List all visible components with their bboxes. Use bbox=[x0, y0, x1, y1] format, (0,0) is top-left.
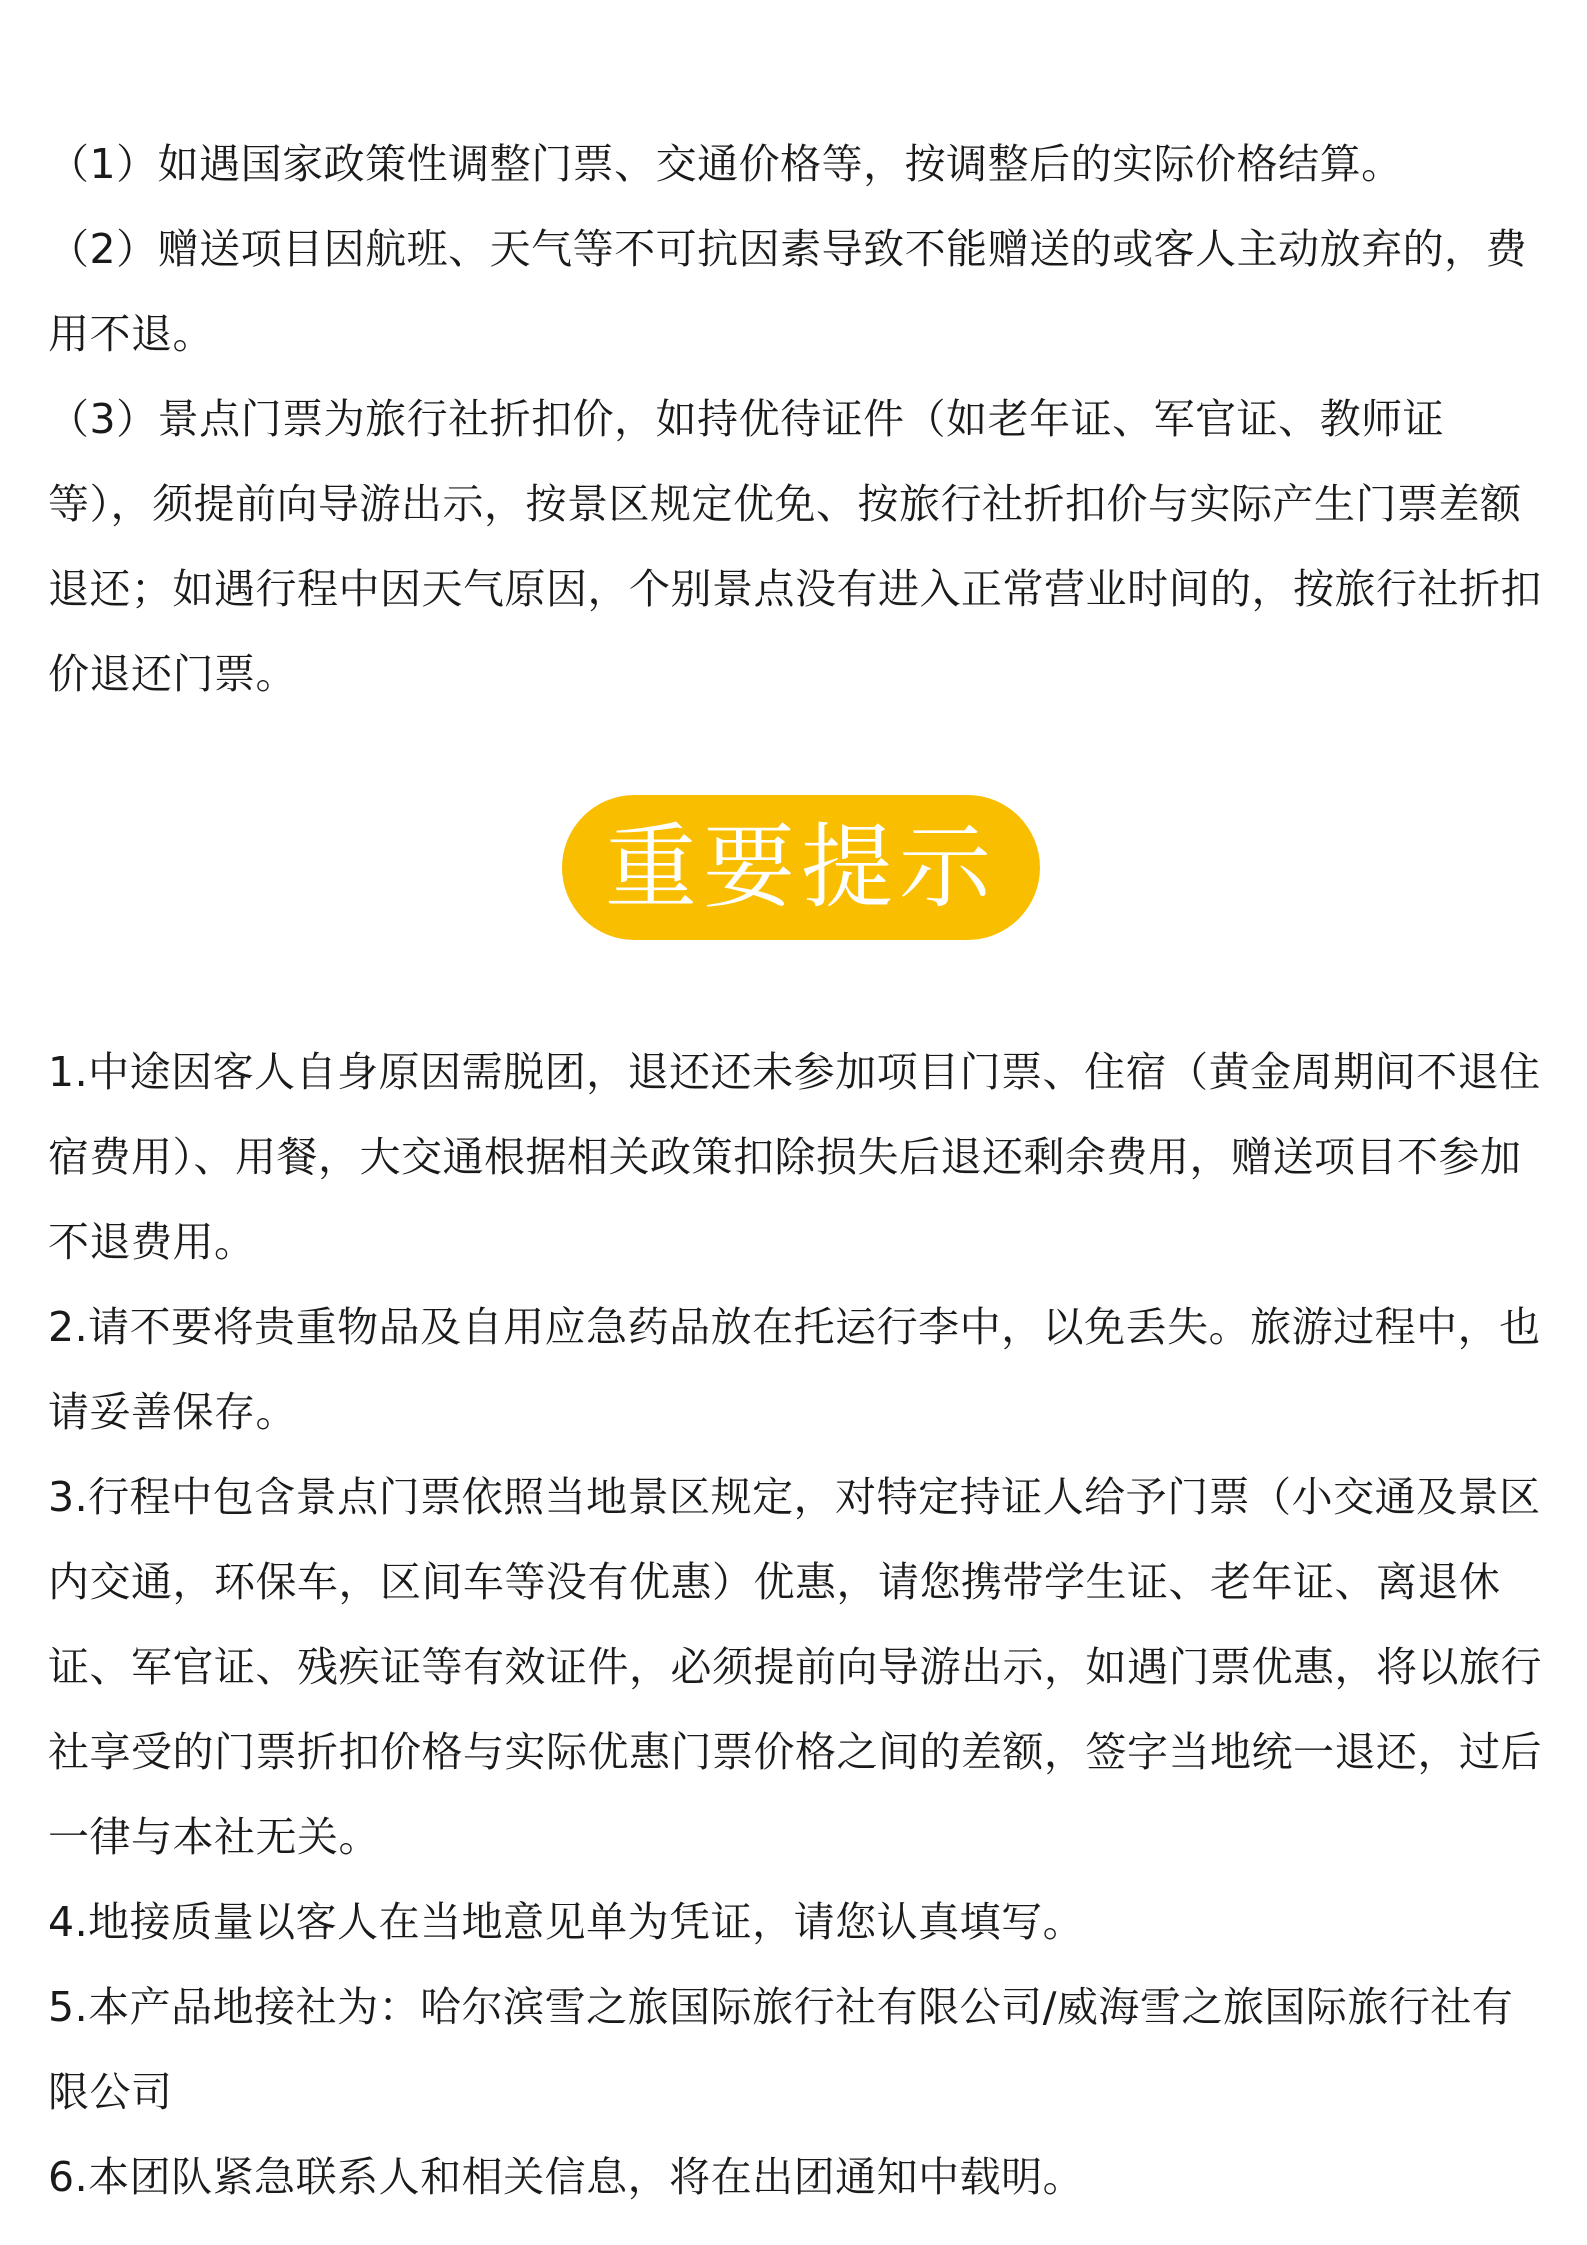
note-item-6: 6.本团队紧急联系人和相关信息，将在出团通知中载明。 bbox=[48, 2153, 1085, 2201]
price-term-1: （1）如遇国家政策性调整门票、交通价格等，按调整后的实际价格结算。 bbox=[48, 140, 1403, 188]
price-terms-section bbox=[48, 122, 1548, 717]
important-notes-section bbox=[48, 1030, 1548, 2220]
note-item-1: 1.中途因客人自身原因需脱团，退还还未参加项目门票、住宿（黄金周期间不退住宿费用）、用餐，大交通根据相关政策扣除损失后退还剩余费用，赠送项目不参加不退费用。 bbox=[48, 1048, 1541, 1266]
price-term-2: （2）赠送项目因航班、天气等不可抗因素导致不能赠送的或客人主动放弃的，费用不退。 bbox=[48, 225, 1528, 358]
note-item-2: 2.请不要将贵重物品及自用应急药品放在托运行李中，以免丢失。旅游过程中，也请妥善保存。 bbox=[48, 1303, 1541, 1436]
price-term-3: （3）景点门票为旅行社折扣价，如持优待证件（如老年证、军官证、教师证等），须提前向导游出示，按景区规定优免、按旅行社折扣价与实际产生门票差额退还；如遇行程中因天气原因，个别景点没有进入正常营业时间的，按旅行社折扣价退还门票。 bbox=[48, 395, 1542, 698]
important-notice-heading: 重要提示 bbox=[604, 813, 997, 921]
note-item-4: 4.地接质量以客人在当地意见单为凭证，请您认真填写。 bbox=[48, 1898, 1085, 1946]
important-notice-heading-badge bbox=[562, 795, 1040, 940]
note-item-3: 3.行程中包含景点门票依照当地景区规定，对特定持证人给予门票（小交通及景区内交通，环保车，区间车等没有优惠）优惠，请您携带学生证、老年证、离退休证、军官证、残疾证等有效证件，必须提前向导游出示，如遇门票优惠，将以旅行社享受的门票折扣价格与实际优惠门票价格之间的差额，签字当地统一退还，过后一律与本社无关。 bbox=[48, 1473, 1542, 1861]
note-item-5: 5.本产品地接社为：哈尔滨雪之旅国际旅行社有限公司/威海雪之旅国际旅行社有限公司 bbox=[48, 1983, 1514, 2116]
